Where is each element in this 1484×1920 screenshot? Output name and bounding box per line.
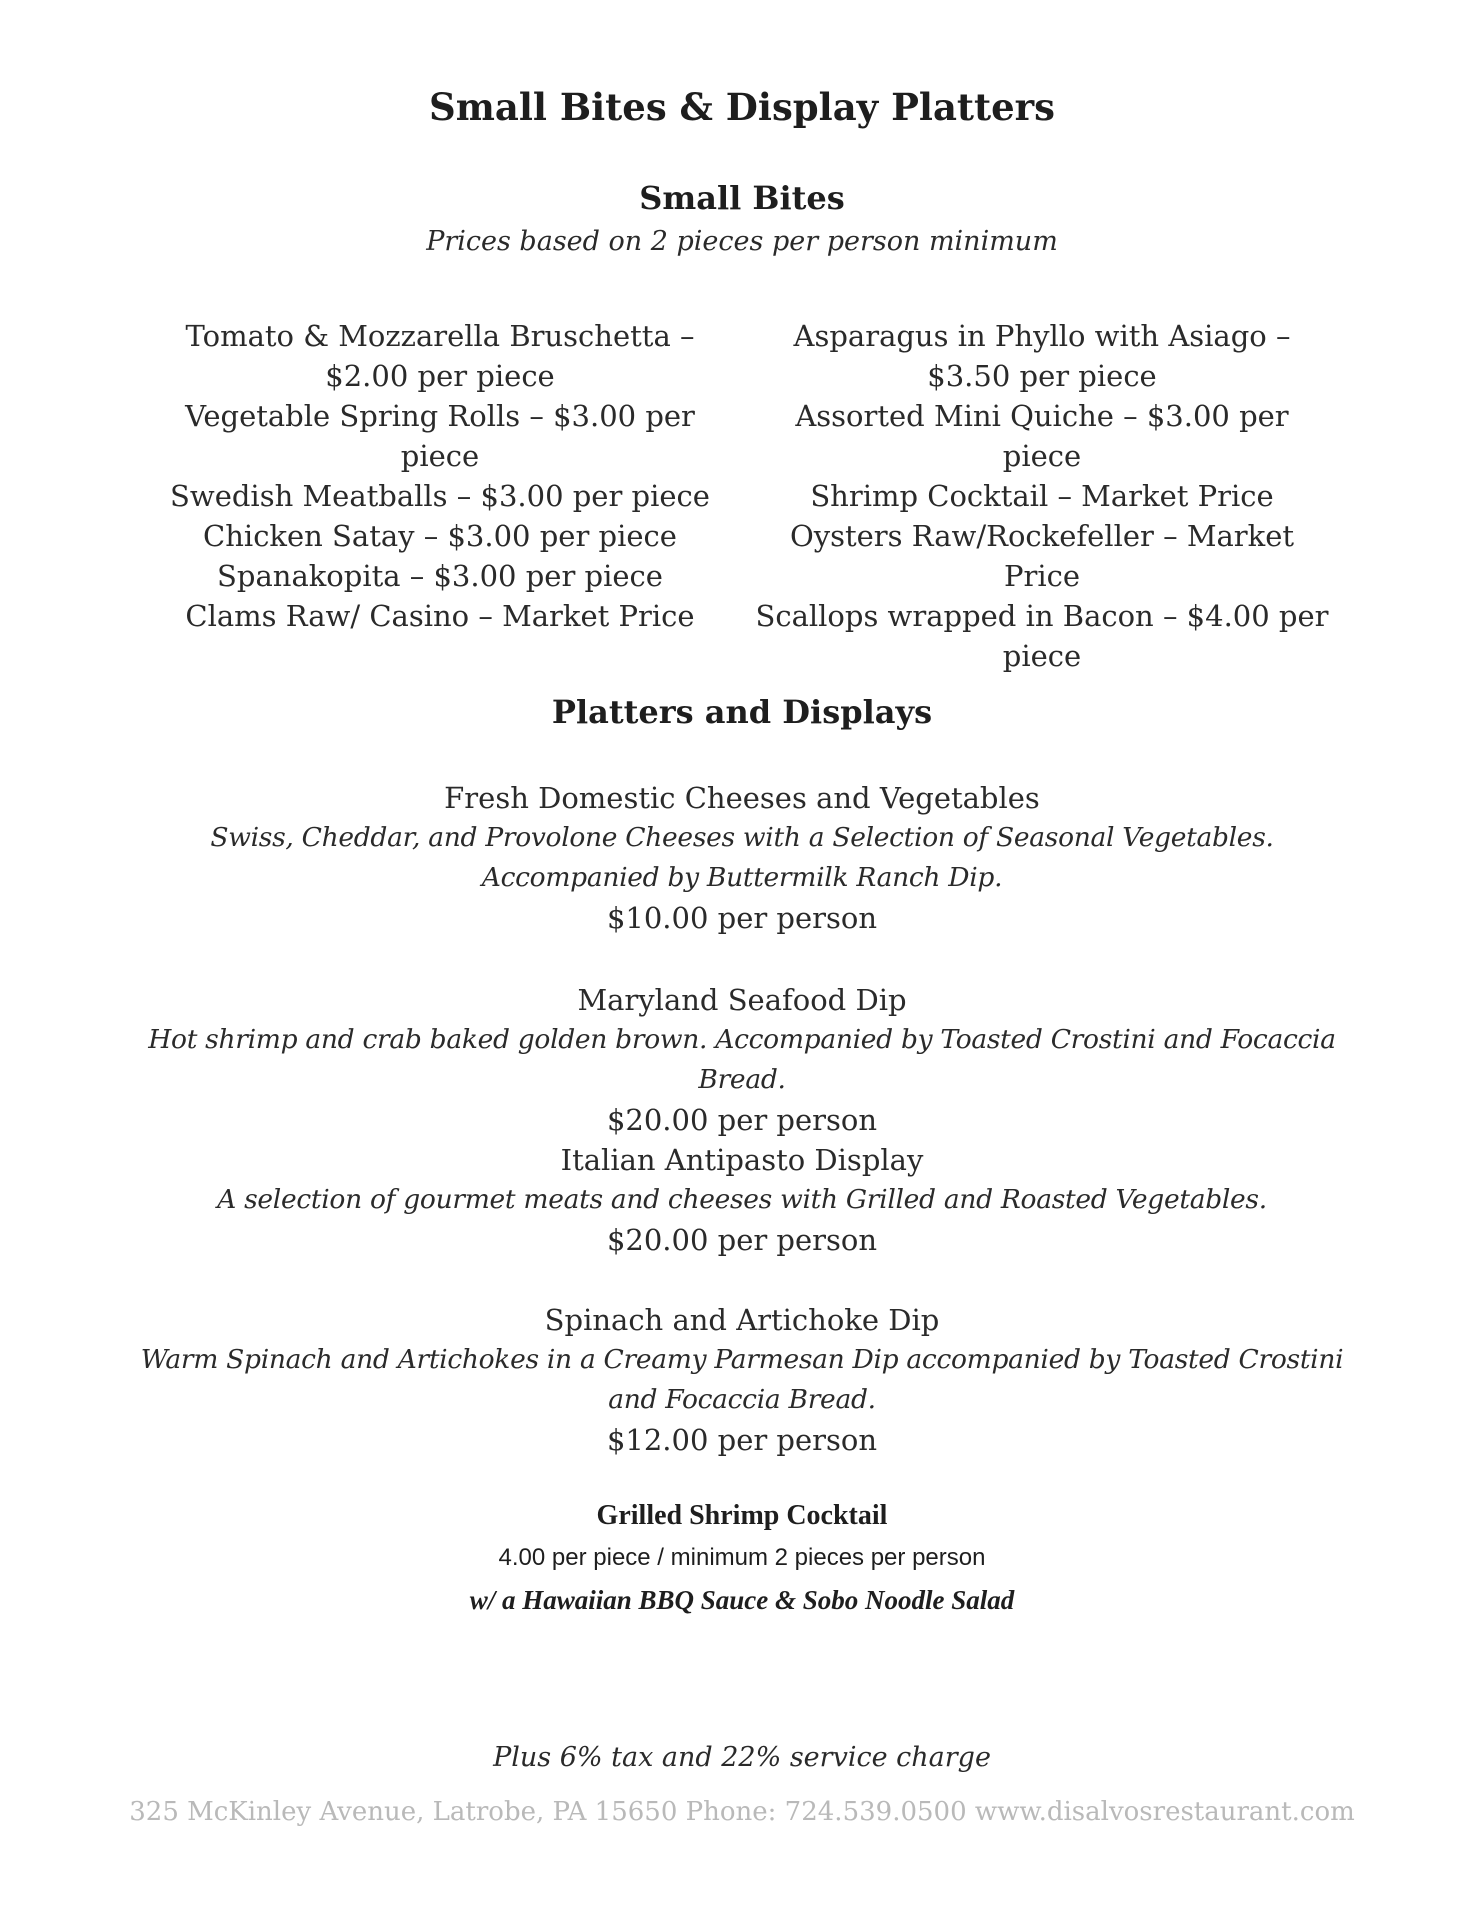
tax-note: Plus 6% tax and 22% service charge [493,1742,991,1773]
menu-item: Chicken Satay – $3.00 per piece [203,519,677,553]
platter-name: Italian Antipasto Display [560,1143,924,1177]
small-bites-note: Prices based on 2 pieces per person minimum [426,226,1058,257]
platter-description: Hot shrimp and crab baked golden brown. Accompanied by Toasted Crostini and Focaccia Bread. [148,1024,1336,1095]
platter-item [120,778,1364,938]
small-bites-right-column [752,316,1332,676]
platter-name: Maryland Seafood Dip [577,983,907,1017]
small-bites-left-column [150,316,730,636]
platter-item [120,980,1364,1140]
small-bites-heading: Small Bites [639,179,845,217]
grilled-shrimp-sauce: w/ a Hawaiian BBQ Sauce & Sobo Noodle Salad [469,1585,1015,1615]
platter-price: $10.00 per person [606,901,878,935]
menu-item: Assorted Mini Quiche – $3.00 per piece [795,399,1289,473]
platter-description: Swiss, Cheddar, and Provolone Cheeses with a Selection of Seasonal Vegetables. Accompanied by Buttermilk Ranch Dip. [210,822,1274,893]
menu-item: Clams Raw/ Casino – Market Price [185,599,695,633]
grilled-shrimp-detail: 4.00 per piece / minimum 2 pieces per person [498,1544,986,1571]
platter-name: Spinach and Artichoke Dip [544,1303,940,1337]
page-title: Small Bites & Display Platters [429,85,1055,129]
footer-contact: 325 McKinley Avenue, Latrobe, PA 15650 Phone: 724.539.0500 www.disalvosrestaurant.com [129,1797,1355,1827]
platter-item [120,1300,1364,1460]
platter-price: $20.00 per person [606,1103,878,1137]
platter-description: Warm Spinach and Artichokes in a Creamy Parmesan Dip accompanied by Toasted Crostini and Focaccia Bread. [140,1344,1344,1415]
grilled-shrimp-name: Grilled Shrimp Cocktail [596,1500,888,1531]
platter-price: $12.00 per person [606,1423,878,1457]
menu-item: Swedish Meatballs – $3.00 per piece [170,479,710,513]
menu-item: Vegetable Spring Rolls – $3.00 per piece [185,399,695,473]
grilled-shrimp-section [0,1496,1484,1620]
menu-item: Scallops wrapped in Bacon – $4.00 per piece [755,599,1329,673]
platters-heading: Platters and Displays [551,693,933,731]
menu-item: Asparagus in Phyllo with Asiago – $3.50 per piece [793,319,1291,393]
menu-item: Tomato & Mozzarella Bruschetta – $2.00 per piece [185,319,695,393]
menu-item: Spanakopita – $3.00 per piece [217,559,663,593]
menu-item: Shrimp Cocktail – Market Price [810,479,1274,513]
platter-description: A selection of gourmet meats and cheeses with Grilled and Roasted Vegetables. [217,1184,1267,1215]
menu-item: Oysters Raw/Rockefeller – Market Price [789,519,1295,593]
platter-name: Fresh Domestic Cheeses and Vegetables [444,781,1040,815]
platter-price: $20.00 per person [606,1223,878,1257]
platter-item [120,1140,1364,1260]
